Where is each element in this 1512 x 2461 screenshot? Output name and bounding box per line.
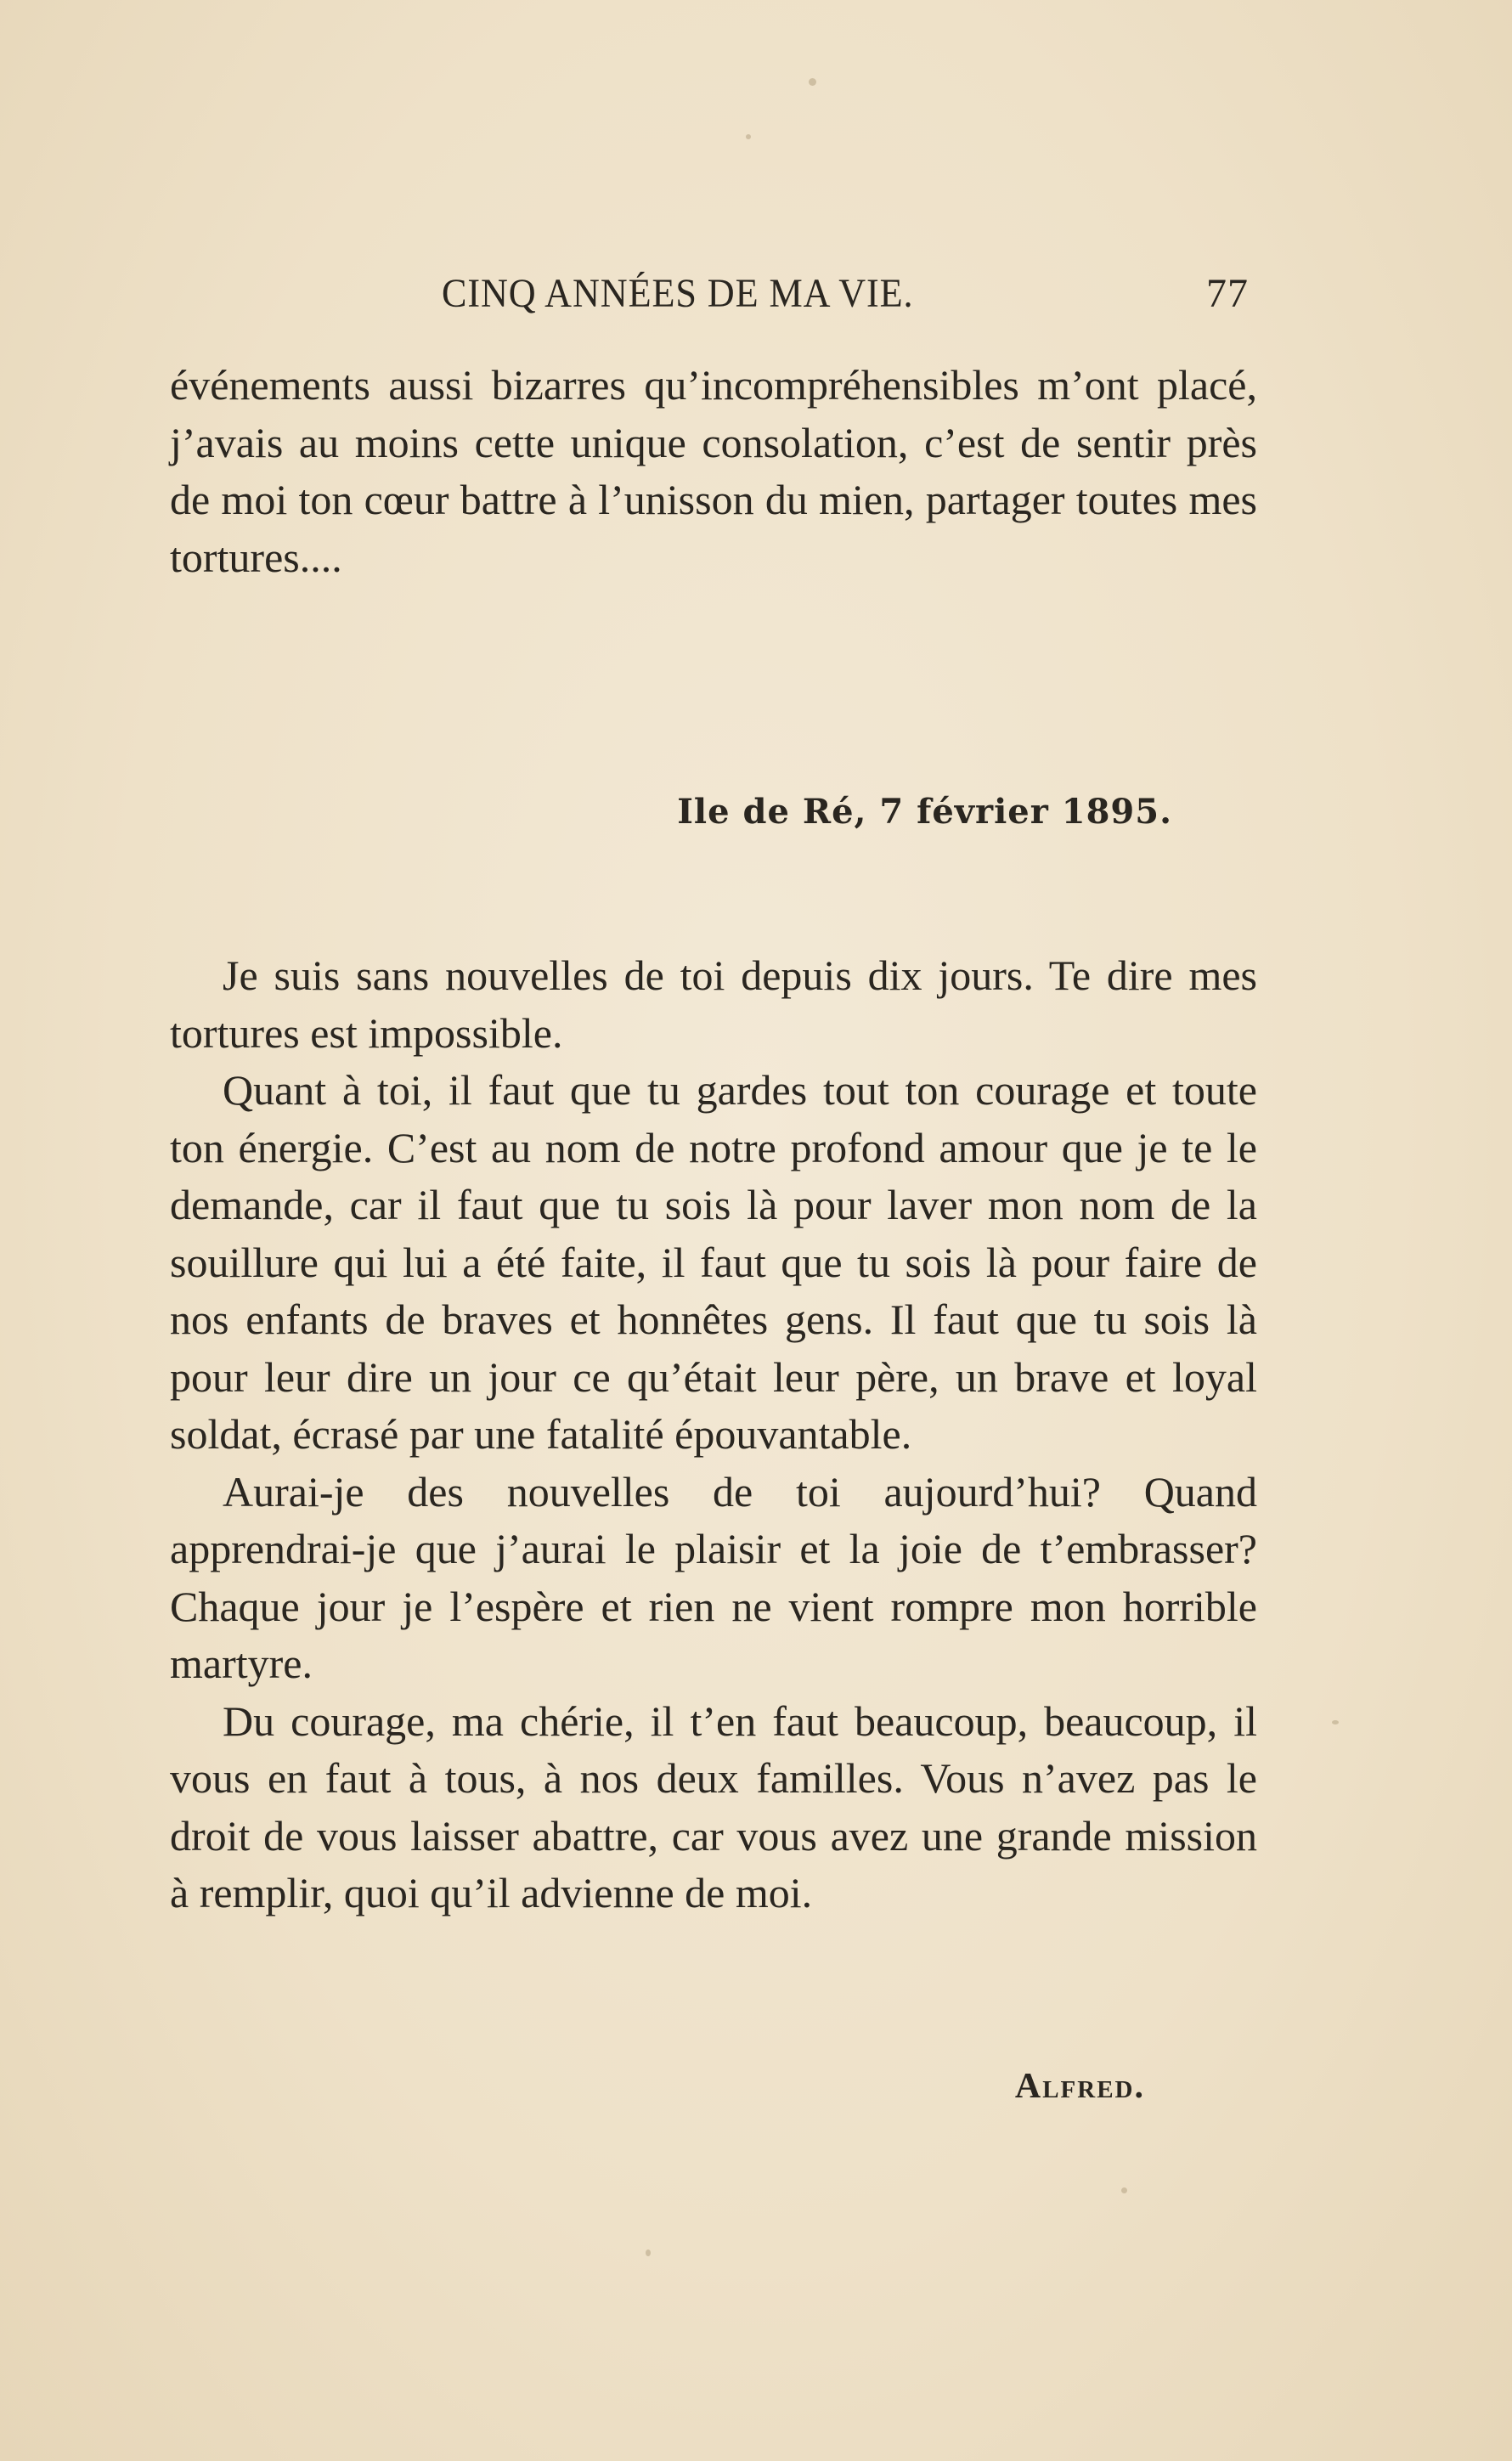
paper-speck [809,78,816,86]
letter-signature: Alfred. [1014,2067,1145,2106]
letter-paragraph: Je suis sans nouvelles de toi depuis dix jours. Te dire mes tortures est impossible. [170,951,1257,1057]
page-number: 77 [1206,271,1249,316]
paper-speck [1332,1720,1339,1724]
letter-body [170,947,1257,1922]
paper-speck [646,2249,651,2256]
continuation-text [170,357,1257,586]
paper-speck [1121,2187,1127,2193]
running-header [170,270,1249,321]
letter-paragraph: Aurai-je des nouvelles de toi aujourd’hui? Quand apprendrai-je que j’aurai le plaisir et la joie de t’embrasser? Chaque jour je l’espère et rien ne vient rompre mon horrible martyre. [170,1467,1257,1687]
letter-paragraph: Du courage, ma chérie, il t’en faut beaucoup, beaucoup, il vous en faut à tous, à nos deux familles. Vous n’avez pas le droit de vous laisser abattre, car vous avez une grande mission à remplir, quoi qu’il advienne de moi. [170,1696,1257,1916]
paper-speck [746,134,751,139]
letter-dateline: Ile de Ré, 7 février 1895. [677,792,1172,832]
continuation-paragraph: événements aussi bizarres qu’incompréhensibles m’ont placé, j’avais au moins cette unique consolation, c’est de sentir près de moi ton cœur battre à l’unisson du mien, partager toutes mes tortures.... [170,361,1257,581]
running-title: CINQ ANNÉES DE MA VIE. [442,271,914,316]
letter-paragraph: Quant à toi, il faut que tu gardes tout ton courage et toute ton énergie. C’est au nom de notre profond amour que je te le demande, car il faut que tu sois là pour laver mon nom de la souillure qui lui a été faite, il faut que tu sois là pour faire de nos enfants de braves et honnêtes gens. Il faut que tu sois là pour leur dire un jour ce qu’était leur père, un brave et loyal soldat, écrasé par une fatalité épouvantable. [170,1066,1257,1458]
